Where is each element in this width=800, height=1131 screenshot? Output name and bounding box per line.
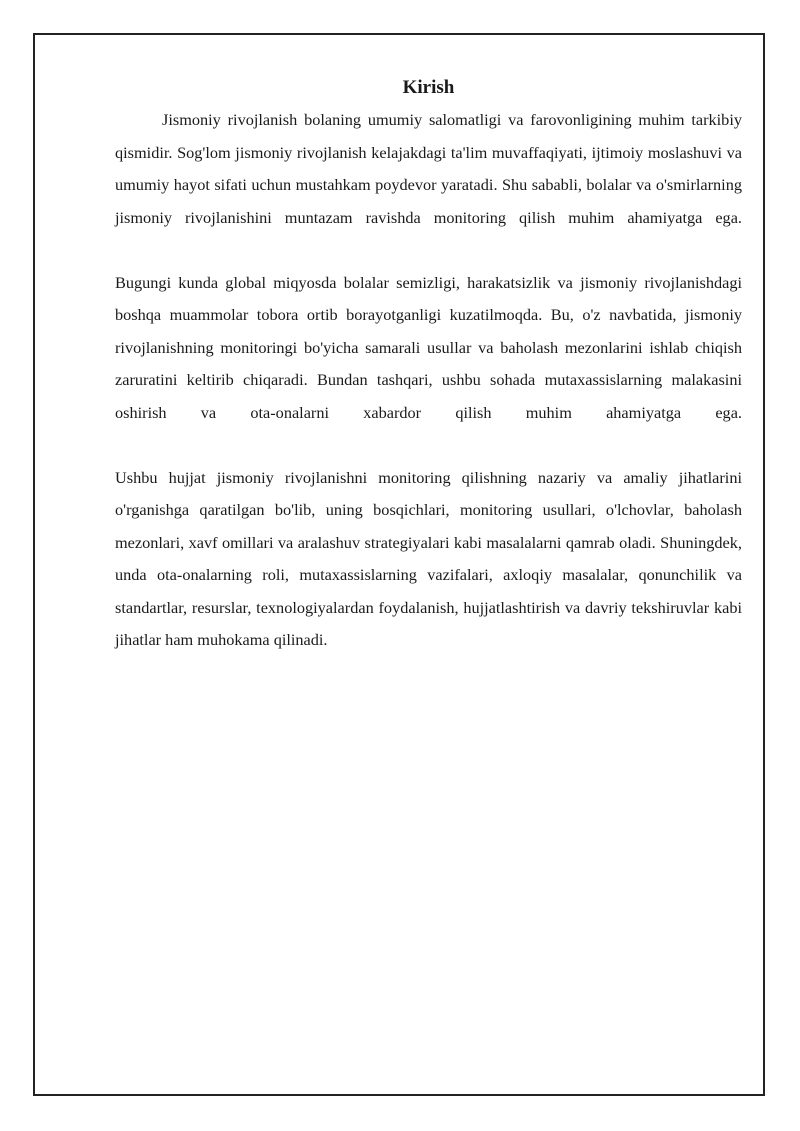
document-body [115,74,742,689]
paragraph-3: Ushbu hujjat jismoniy rivojlanishni monitoring qilishning nazariy va amaliy jihatlarini o'rganishga qaratilgan bo'lib, uning bosqichlari, monitoring usullari, o'lchovlar, baholash mezonlari, xavf omillari va aralashuv strategiyalari kabi masalalarni qamrab oladi. Shuningdek, unda ota-onalarning roli, mutaxassislarning vazifalari, axloqiy masalalar, qonunchilik va standartlar, resurslar, texnologiyalardan foydalanish, hujjatlashtirish va davriy tekshiruvlar kabi jihatlar ham muhokama qilinadi. [115,467,742,649]
paragraph-1: Jismoniy rivojlanish bolaning umumiy salomatligi va farovonligining muhim tarkibiy qismidir. Sog'lom jismoniy rivojlanish kelajakdagi ta'lim muvaffaqiyati, ijtimoiy moslashuvi va umumiy hayot sifati uchun mustahkam poydevor yaratadi. Shu sababli, bolalar va o'smirlarning jismoniy rivojlanishini muntazam ravishda monitoring qilish muhim ahamiyatga ega. [115,110,742,227]
document-title: Kirish [402,77,455,98]
paragraph-2: Bugungi kunda global miqyosda bolalar semizligi, harakatsizlik va jismoniy rivojlanishdagi boshqa muammolar tobora ortib borayotganligi kuzatilmoqda. Bu, o'z navbatida, jismoniy rivojlanishning monitoringi bo'yicha samarali usullar va baholash mezonlarini ishlab chiqish zaruratini keltirib chiqaradi. Bundan tashqari, ushbu sohada mutaxassislarning malakasini oshirish va ota-onalarni xabardor qilish muhim ahamiyatga ega. [115,272,742,422]
